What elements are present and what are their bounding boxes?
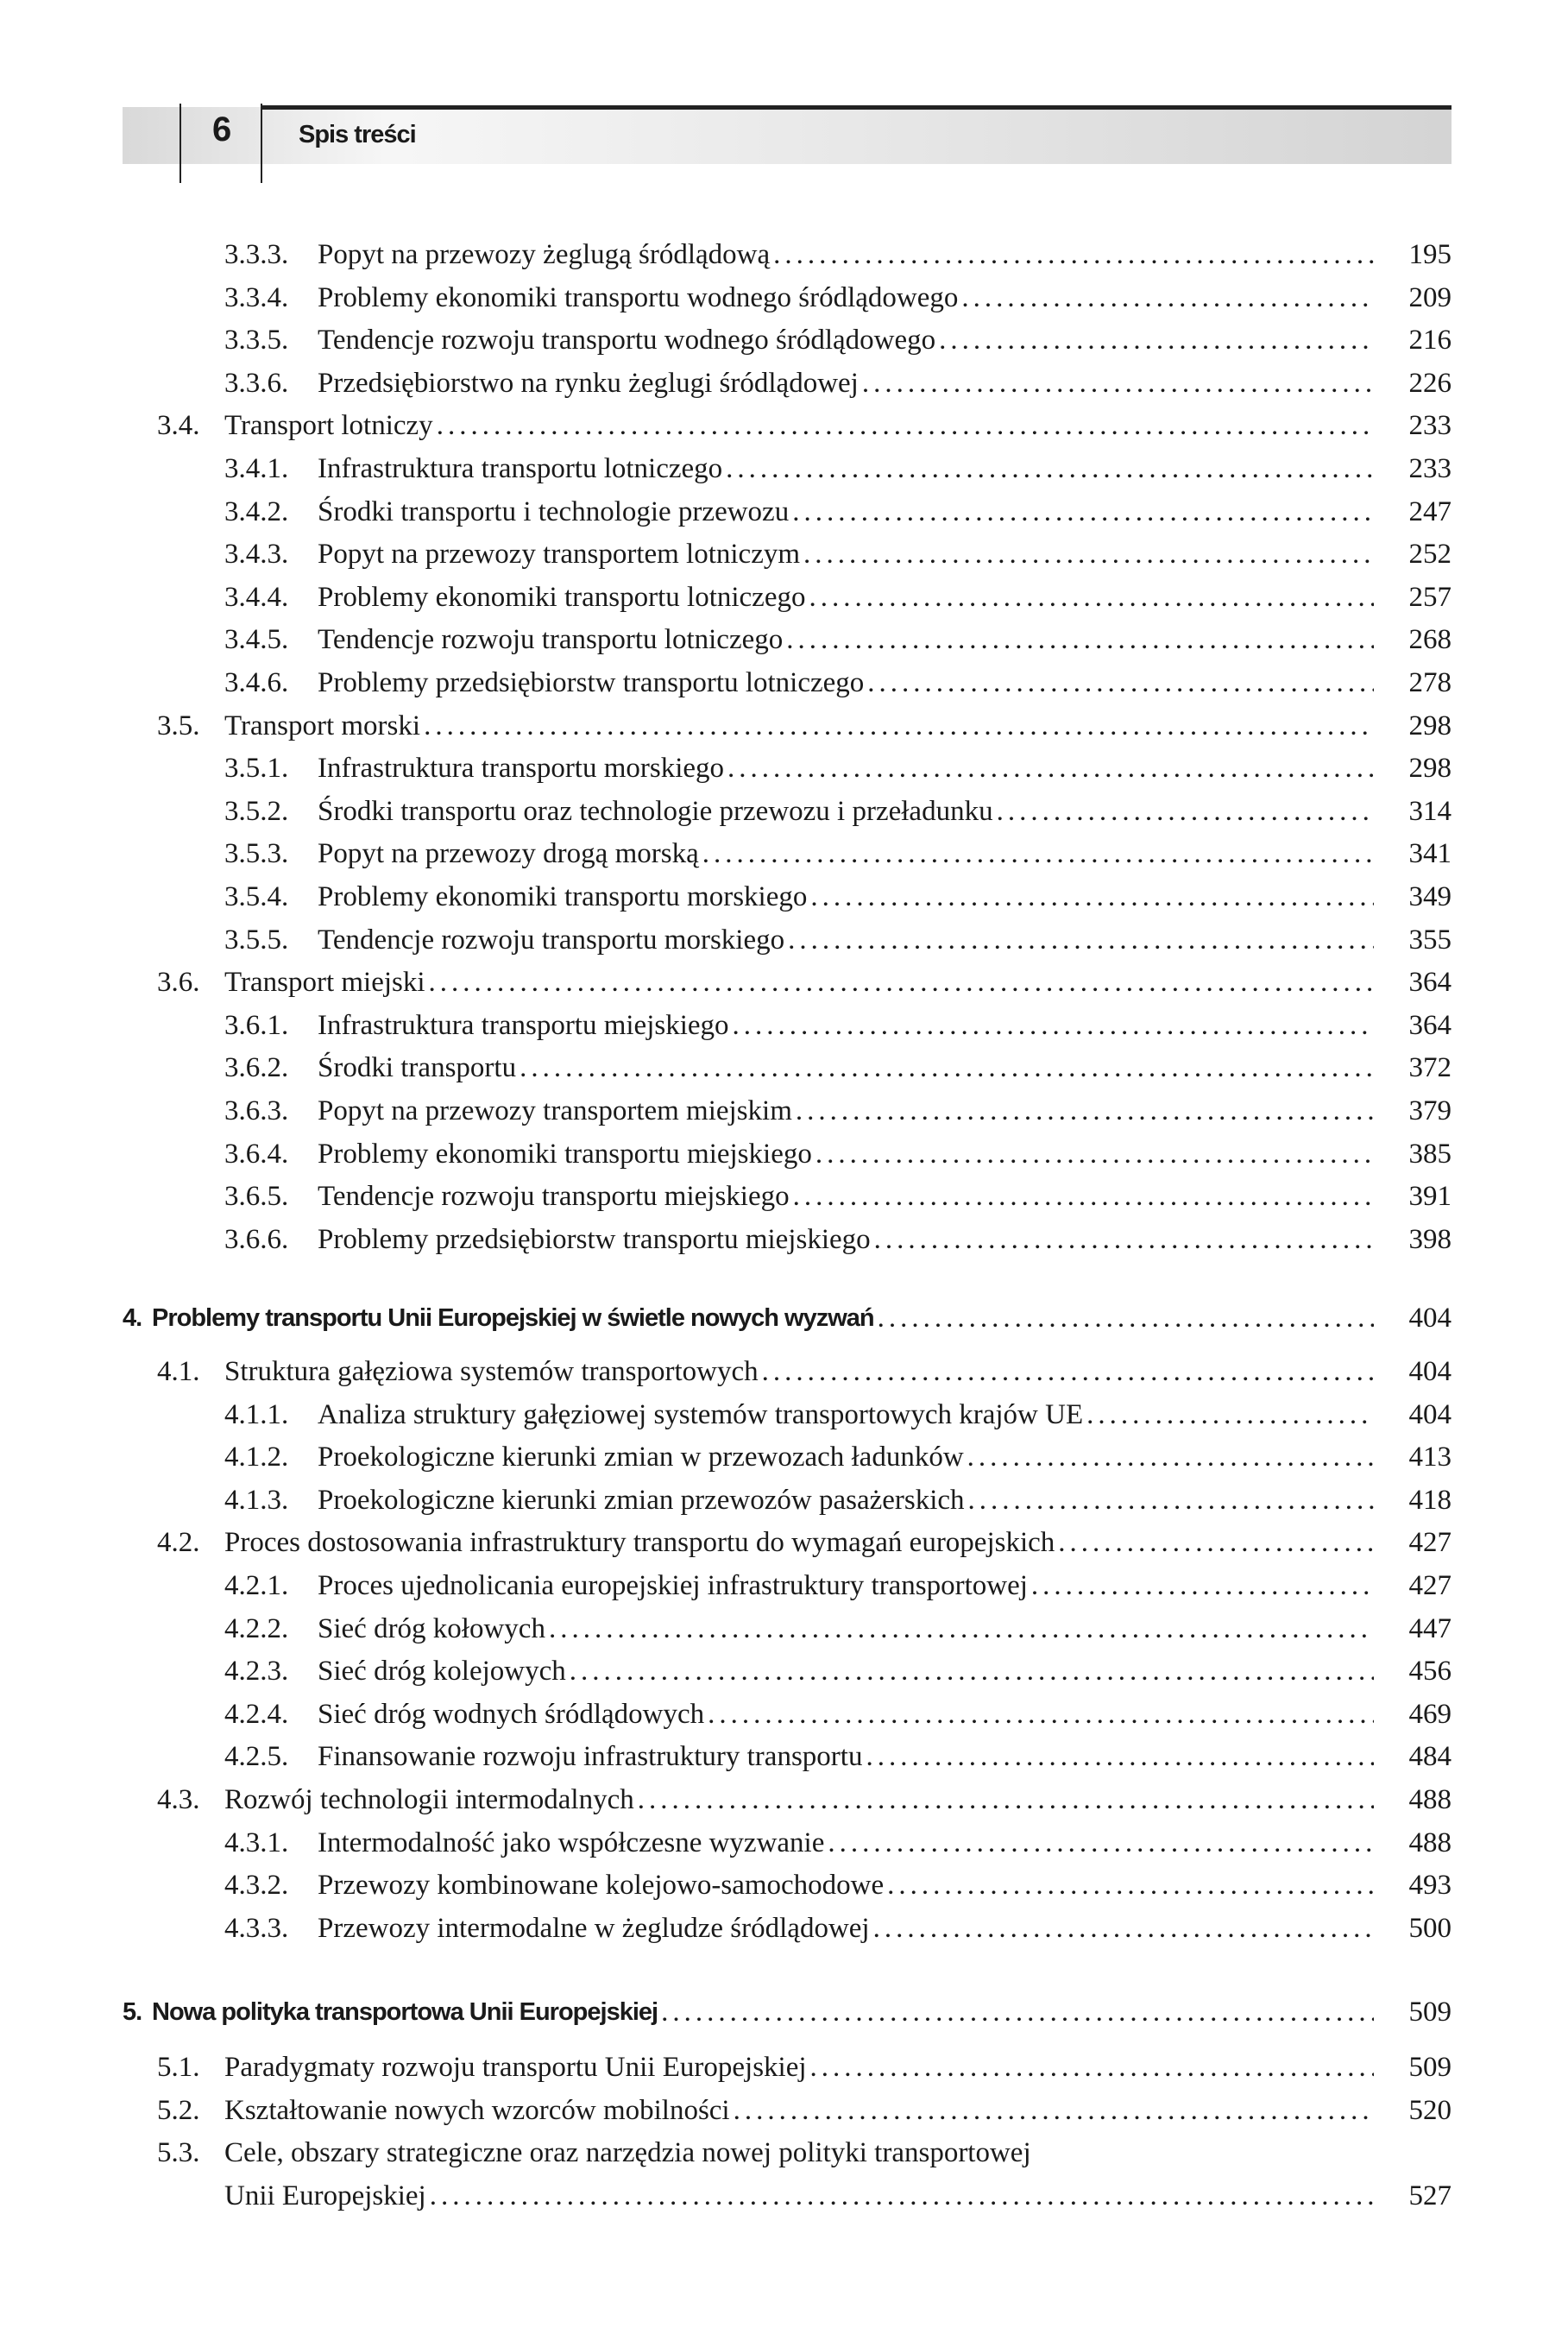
dot-leader — [859, 362, 1374, 405]
toc-entry — [0, 832, 1452, 875]
entry-number: 4.2.2. — [224, 1612, 289, 1644]
entry-title: Popyt na przewozy drogą morską — [318, 838, 699, 870]
toc-entry — [0, 2131, 1452, 2174]
dot-leader — [935, 319, 1374, 362]
toc-entry — [0, 961, 1452, 1004]
entry-number: 3.3.6. — [224, 367, 289, 399]
entry-number: 4.1.2. — [224, 1442, 289, 1473]
dot-leader — [805, 576, 1374, 619]
toc-entry — [0, 747, 1452, 790]
entry-number: 3.6.3. — [224, 1095, 289, 1126]
toc-entry — [0, 533, 1452, 576]
entry-number: 4.2.4. — [224, 1698, 289, 1730]
entry-title: Popyt na przewozy transportem lotniczym — [318, 539, 801, 571]
entry-page: 364 — [1408, 967, 1452, 999]
toc-entry — [0, 1735, 1452, 1778]
entry-number: 4.2.3. — [224, 1656, 289, 1688]
entry-number: 3.5. — [157, 710, 200, 741]
entry-page: 488 — [1408, 1784, 1452, 1815]
entry-title: Kształtowanie nowych wzorców mobilności — [224, 2094, 730, 2126]
entry-title: Tendencje rozwoju transportu miejskiego — [318, 1181, 790, 1213]
entry-number: 4.1.3. — [224, 1484, 289, 1516]
entry-title: Proekologiczne kierunki zmian przewozów pasażerskich — [318, 1484, 965, 1516]
entry-title: Tendencje rozwoju transportu morskiego — [318, 924, 785, 956]
dot-leader — [790, 1175, 1374, 1218]
entry-page: 413 — [1408, 1442, 1452, 1473]
entry-number: 4.3.1. — [224, 1826, 289, 1858]
toc-entry — [0, 790, 1452, 833]
entry-page: 268 — [1408, 624, 1452, 656]
dot-leader — [862, 1735, 1374, 1778]
entry-page: 278 — [1408, 667, 1452, 698]
toc-entry — [0, 661, 1452, 704]
dot-leader — [433, 404, 1374, 447]
entry-number: 5. — [123, 1998, 142, 2026]
entry-page: 379 — [1408, 1095, 1452, 1126]
entry-number: 3.3.4. — [224, 281, 289, 313]
toc-entry — [0, 404, 1452, 447]
entry-title: Przewozy intermodalne w żegludze śródlądowej — [318, 1912, 870, 1944]
toc-entry — [0, 1821, 1452, 1864]
entry-number: 3.4. — [157, 410, 200, 442]
entry-page: 404 — [1408, 1356, 1452, 1387]
dot-leader — [800, 533, 1374, 576]
dot-leader — [699, 832, 1374, 875]
entry-number: 4. — [123, 1304, 142, 1332]
entry-page: 404 — [1408, 1303, 1452, 1334]
entry-page: 195 — [1408, 239, 1452, 270]
entry-page: 404 — [1408, 1398, 1452, 1430]
entry-number: 3.5.2. — [224, 795, 289, 827]
toc-entry — [0, 1350, 1452, 1393]
toc-entry — [0, 1479, 1452, 1522]
entry-page: 349 — [1408, 881, 1452, 912]
entry-page: 247 — [1408, 495, 1452, 527]
entry-number: 3.4.4. — [224, 581, 289, 613]
entry-number: 5.1. — [157, 2052, 200, 2083]
entry-page: 391 — [1408, 1181, 1452, 1213]
entry-page: 509 — [1408, 2052, 1452, 2083]
dot-leader — [545, 1607, 1374, 1650]
entry-page: 226 — [1408, 367, 1452, 399]
entry-page: 355 — [1408, 924, 1452, 956]
dot-leader — [724, 747, 1374, 790]
entry-page: 314 — [1408, 795, 1452, 827]
entry-title: Popyt na przewozy żeglugą śródlądową — [318, 239, 771, 270]
toc-entry — [0, 1693, 1452, 1736]
toc-entry — [0, 1864, 1452, 1907]
entry-page: 456 — [1408, 1656, 1452, 1688]
dot-leader — [871, 1218, 1374, 1261]
entry-number: 4.3.3. — [224, 1912, 289, 1944]
toc-entry — [0, 1004, 1452, 1047]
entry-number: 3.3.3. — [224, 239, 289, 270]
entry-page: 493 — [1408, 1870, 1452, 1902]
dot-leader — [993, 790, 1374, 833]
toc-entry — [0, 576, 1452, 619]
running-title: Spis treści — [299, 121, 416, 148]
entry-page: 509 — [1408, 1997, 1452, 2028]
entry-page: 484 — [1408, 1741, 1452, 1773]
entry-title: Problemy transportu Unii Europejskiej w świetle nowych wyzwań — [152, 1304, 874, 1332]
entry-title: Środki transportu oraz technologie przewozu i przeładunku — [318, 795, 993, 827]
header-divider — [179, 104, 181, 183]
entry-title: Infrastruktura transportu lotniczego — [318, 453, 723, 484]
entry-title: Problemy ekonomiki transportu lotniczego — [318, 581, 806, 613]
entry-page: 372 — [1408, 1052, 1452, 1084]
entry-page: 233 — [1408, 453, 1452, 484]
dot-leader — [1055, 1521, 1374, 1564]
toc-entry — [0, 2174, 1452, 2218]
entry-title: Tendencje rozwoju transportu wodnego śródlądowego — [318, 325, 936, 356]
dot-leader — [964, 1435, 1374, 1479]
entry-number: 5.2. — [157, 2094, 200, 2126]
entry-title: Proces ujednolicania europejskiej infrastruktury transportowej — [318, 1570, 1028, 1601]
dot-leader — [722, 447, 1374, 490]
entry-title: Unii Europejskiej — [224, 2180, 426, 2211]
entry-number: 3.6.5. — [224, 1181, 289, 1213]
entry-page: 527 — [1408, 2180, 1452, 2211]
entry-page: 385 — [1408, 1138, 1452, 1170]
toc-entry — [0, 704, 1452, 748]
toc-entry — [0, 362, 1452, 405]
entry-number: 3.6.2. — [224, 1052, 289, 1084]
entry-number: 3.6.1. — [224, 1009, 289, 1041]
toc-entry — [0, 1650, 1452, 1693]
entry-title: Problemy ekonomiki transportu miejskiego — [318, 1138, 812, 1170]
toc-entry — [0, 1218, 1452, 1261]
entry-title: Problemy przedsiębiorstw transportu miejskiego — [318, 1223, 871, 1255]
entry-page: 257 — [1408, 581, 1452, 613]
entry-page: 398 — [1408, 1223, 1452, 1255]
toc-entry — [0, 1132, 1452, 1176]
entry-title: Sieć dróg kołowych — [318, 1612, 545, 1644]
entry-page: 500 — [1408, 1912, 1452, 1944]
entry-title: Rozwój technologii intermodalnych — [224, 1784, 634, 1815]
entry-page: 418 — [1408, 1484, 1452, 1516]
entry-page: 427 — [1408, 1570, 1452, 1601]
dot-leader — [1083, 1393, 1374, 1436]
toc-entry — [0, 2046, 1452, 2089]
entry-title: Problemy przedsiębiorstw transportu lotniczego — [318, 667, 865, 698]
dot-leader — [824, 1821, 1374, 1864]
header-divider — [261, 104, 262, 183]
dot-leader — [807, 875, 1374, 918]
dot-leader — [759, 1350, 1374, 1393]
entry-title: Środki transportu i technologie przewozu — [318, 495, 790, 527]
entry-title: Proekologiczne kierunki zmian w przewozach ładunków — [318, 1442, 964, 1473]
entry-number: 3.5.5. — [224, 924, 289, 956]
toc-entry — [0, 618, 1452, 661]
dot-leader — [884, 1864, 1374, 1907]
entry-number: 3.5.4. — [224, 881, 289, 912]
toc-entry — [0, 1778, 1452, 1821]
entry-title: Transport miejski — [224, 967, 425, 999]
entry-number: 4.2.1. — [224, 1570, 289, 1601]
entry-page: 233 — [1408, 410, 1452, 442]
entry-number: 4.1.1. — [224, 1398, 289, 1430]
entry-page: 469 — [1408, 1698, 1452, 1730]
entry-title: Sieć dróg wodnych śródlądowych — [318, 1698, 705, 1730]
entry-title: Struktura gałęziowa systemów transportowych — [224, 1356, 759, 1387]
entry-number: 5.3. — [157, 2137, 200, 2169]
entry-title: Proces dostosowania infrastruktury transportu do wymagań europejskich — [224, 1527, 1055, 1559]
toc-entry — [0, 1907, 1452, 1950]
entry-page: 209 — [1408, 281, 1452, 313]
dot-leader — [807, 2046, 1374, 2089]
entry-title: Popyt na przewozy transportem miejskim — [318, 1095, 792, 1126]
toc-entry — [0, 918, 1452, 962]
entry-number: 3.4.3. — [224, 539, 289, 571]
entry-page: 341 — [1408, 838, 1452, 870]
entry-title: Problemy ekonomiki transportu morskiego — [318, 881, 808, 912]
toc-entry — [0, 1175, 1452, 1218]
entry-title: Finansowanie rozwoju infrastruktury transportu — [318, 1741, 863, 1773]
dot-leader — [634, 1778, 1374, 1821]
entry-number: 3.6. — [157, 967, 200, 999]
toc-entry — [0, 875, 1452, 918]
toc-entry — [0, 2089, 1452, 2132]
entry-title: Analiza struktury gałęziowej systemów transportowych krajów UE — [318, 1398, 1084, 1430]
entry-title: Transport lotniczy — [224, 410, 433, 442]
dot-leader — [770, 233, 1374, 276]
entry-title: Infrastruktura transportu morskiego — [318, 753, 725, 785]
entry-number: 4.3. — [157, 1784, 200, 1815]
dot-leader — [958, 276, 1374, 319]
page-number: 6 — [212, 110, 232, 148]
dot-leader — [965, 1479, 1374, 1522]
entry-title: Paradygmaty rozwoju transportu Unii Europejskiej — [224, 2052, 807, 2083]
dot-leader — [1028, 1564, 1374, 1607]
entry-title: Przewozy kombinowane kolejowo-samochodowe — [318, 1870, 885, 1902]
toc-entry — [0, 1393, 1452, 1436]
toc-entry — [0, 1046, 1452, 1089]
toc-entry — [0, 1435, 1452, 1479]
entry-number: 3.5.3. — [224, 838, 289, 870]
entry-page: 364 — [1408, 1009, 1452, 1041]
entry-number: 3.4.6. — [224, 667, 289, 698]
toc-entry — [0, 1089, 1452, 1132]
toc-entry — [0, 233, 1452, 276]
entry-title: Problemy ekonomiki transportu wodnego śródlądowego — [318, 281, 959, 313]
dot-leader — [812, 1132, 1374, 1176]
entry-number: 3.4.5. — [224, 624, 289, 656]
entry-title: Nowa polityka transportowa Unii Europejskiej — [152, 1998, 658, 2026]
entry-number: 4.2. — [157, 1527, 200, 1559]
entry-page: 427 — [1408, 1527, 1452, 1559]
toc-chapter-entry — [0, 1296, 1452, 1340]
dot-leader — [783, 618, 1374, 661]
dot-leader — [730, 2089, 1374, 2132]
dot-leader — [874, 1296, 1374, 1340]
toc-entry — [0, 490, 1452, 533]
toc-entry — [0, 1521, 1452, 1564]
entry-title: Sieć dróg kolejowych — [318, 1656, 566, 1688]
dot-leader — [784, 918, 1374, 962]
dot-leader — [870, 1907, 1374, 1950]
entry-title: Intermodalność jako współczesne wyzwanie — [318, 1826, 825, 1858]
dot-leader — [426, 2174, 1374, 2218]
entry-page: 216 — [1408, 325, 1452, 356]
toc-entry — [0, 447, 1452, 490]
entry-page: 298 — [1408, 710, 1452, 741]
dot-leader — [566, 1650, 1374, 1693]
dot-leader — [420, 704, 1374, 748]
entry-page: 298 — [1408, 753, 1452, 785]
entry-number: 3.3.5. — [224, 325, 289, 356]
toc-entry — [0, 1607, 1452, 1650]
entry-number: 3.6.6. — [224, 1223, 289, 1255]
entry-number: 4.3.2. — [224, 1870, 289, 1902]
dot-leader — [729, 1004, 1374, 1047]
entry-number: 3.4.1. — [224, 453, 289, 484]
entry-title: Przedsiębiorstwo na rynku żeglugi śródlądowej — [318, 367, 859, 399]
entry-page: 447 — [1408, 1612, 1452, 1644]
toc-chapter-entry — [0, 1990, 1452, 2034]
entry-title: Infrastruktura transportu miejskiego — [318, 1009, 729, 1041]
toc-entry — [0, 276, 1452, 319]
dot-leader — [425, 961, 1374, 1004]
entry-page: 252 — [1408, 539, 1452, 571]
entry-title: Transport morski — [224, 710, 421, 741]
toc-entry — [0, 1564, 1452, 1607]
entry-title: Tendencje rozwoju transportu lotniczego — [318, 624, 784, 656]
entry-number: 3.4.2. — [224, 495, 289, 527]
toc-entry — [0, 319, 1452, 362]
dot-leader — [789, 490, 1374, 533]
entry-number: 4.2.5. — [224, 1741, 289, 1773]
dot-leader — [516, 1046, 1374, 1089]
header-rule — [261, 105, 1452, 110]
entry-number: 4.1. — [157, 1356, 200, 1387]
entry-title: Środki transportu — [318, 1052, 517, 1084]
entry-number: 3.6.4. — [224, 1138, 289, 1170]
entry-title: Cele, obszary strategiczne oraz narzędzia nowej polityki transportowej — [224, 2137, 1031, 2169]
entry-number: 3.5.1. — [224, 753, 289, 785]
dot-leader — [864, 661, 1374, 704]
entry-page: 488 — [1408, 1826, 1452, 1858]
dot-leader — [704, 1693, 1374, 1736]
entry-page: 520 — [1408, 2094, 1452, 2126]
dot-leader — [792, 1089, 1374, 1132]
dot-leader — [658, 1990, 1374, 2034]
